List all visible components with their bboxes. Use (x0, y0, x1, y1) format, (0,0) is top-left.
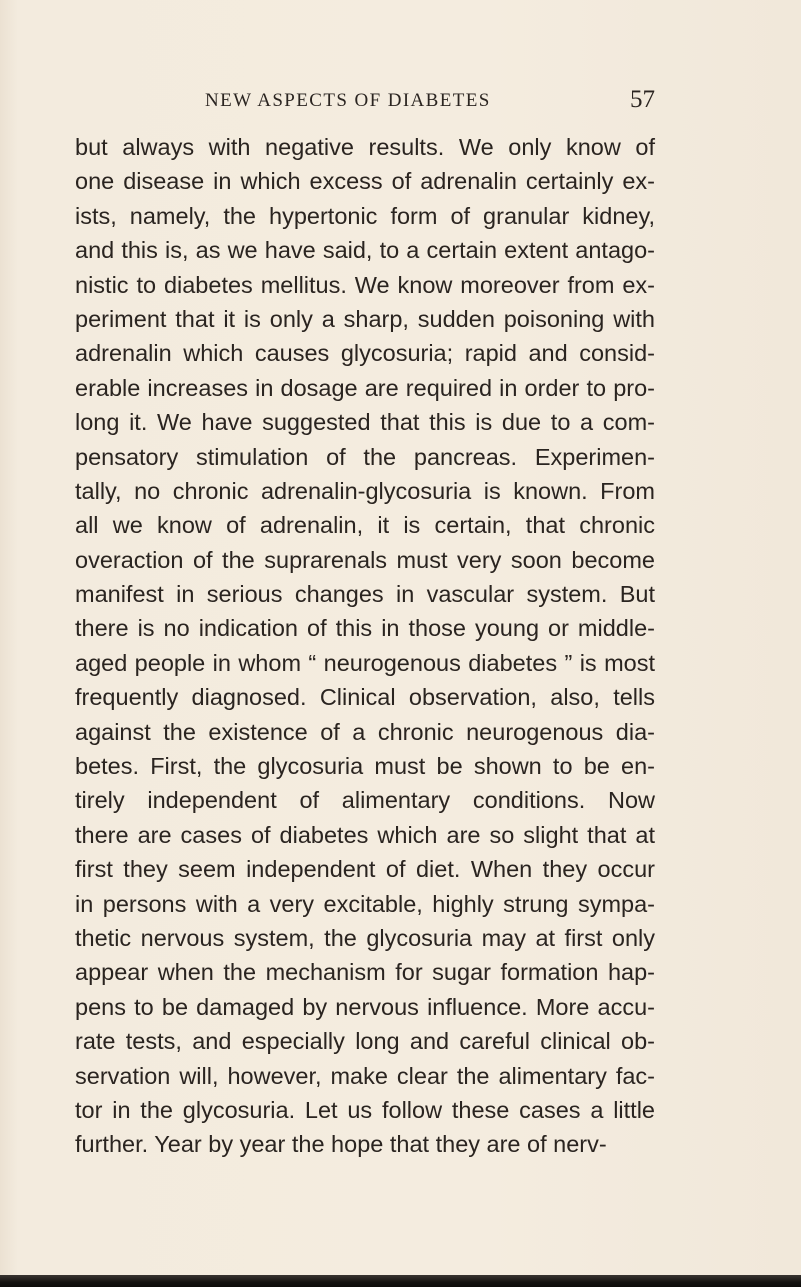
text-line: all we know of adrenalin, it is certain, that chronic (75, 512, 655, 539)
text-line: aged people in whom “ neurogenous diabetes ” is most (75, 649, 655, 676)
text-line: erable increases in dosage are required in order to pro- (75, 374, 655, 401)
text-line: ists, namely, the hypertonic form of granular kidney, (75, 202, 655, 229)
text-line: first they seem independent of diet. When they occur (75, 856, 655, 883)
text-line: frequently diagnosed. Clinical observation, also, tells (75, 684, 655, 711)
page-number: 57 (630, 86, 655, 113)
text-line: nistic to diabetes mellitus. We know moreover from ex- (75, 271, 655, 298)
text-line: servation will, however, make clear the alimentary fac- (75, 1062, 655, 1089)
text-line: one disease in which excess of adrenalin certainly ex- (75, 168, 655, 195)
page-bottom-edge (0, 1275, 801, 1287)
text-line: thetic nervous system, the glycosuria may at first only (75, 924, 655, 951)
text-line: tirely independent of alimentary conditions. Now (75, 787, 655, 814)
text-line: and this is, as we have said, to a certain extent antago- (75, 237, 655, 264)
text-line: long it. We have suggested that this is due to a com- (75, 409, 655, 436)
text-line: appear when the mechanism for sugar formation hap- (75, 959, 655, 986)
running-head (205, 86, 655, 120)
text-line: tor in the glycosuria. Let us follow these cases a little (75, 1096, 655, 1123)
text-line: in persons with a very excitable, highly strung sympa- (75, 890, 655, 917)
text-line: there are cases of diabetes which are so slight that at (75, 821, 655, 848)
text-line: overaction of the suprarenals must very soon become (75, 546, 655, 573)
text-line: but always with negative results. We only know of (75, 134, 655, 160)
text-line: pens to be damaged by nervous influence. More accu- (75, 993, 655, 1020)
text-line: manifest in serious changes in vascular system. But (75, 581, 655, 608)
text-line: rate tests, and especially long and careful clinical ob- (75, 1028, 655, 1055)
text-line: pensatory stimulation of the pancreas. Experimen- (75, 443, 655, 470)
text-line: tally, no chronic adrenalin-glycosuria is known. From (75, 477, 655, 504)
running-title: NEW ASPECTS OF DIABETES (205, 90, 491, 111)
text-line: periment that it is only a sharp, sudden poisoning with (75, 305, 655, 332)
text-line: further. Year by year the hope that they are of nerv- (75, 1131, 607, 1158)
body-text (75, 130, 655, 1162)
text-line: there is no indication of this in those young or middle- (75, 615, 655, 642)
text-line: adrenalin which causes glycosuria; rapid and consid- (75, 340, 655, 367)
text-line: betes. First, the glycosuria must be shown to be en- (75, 753, 655, 780)
text-line: against the existence of a chronic neurogenous dia- (75, 718, 655, 745)
